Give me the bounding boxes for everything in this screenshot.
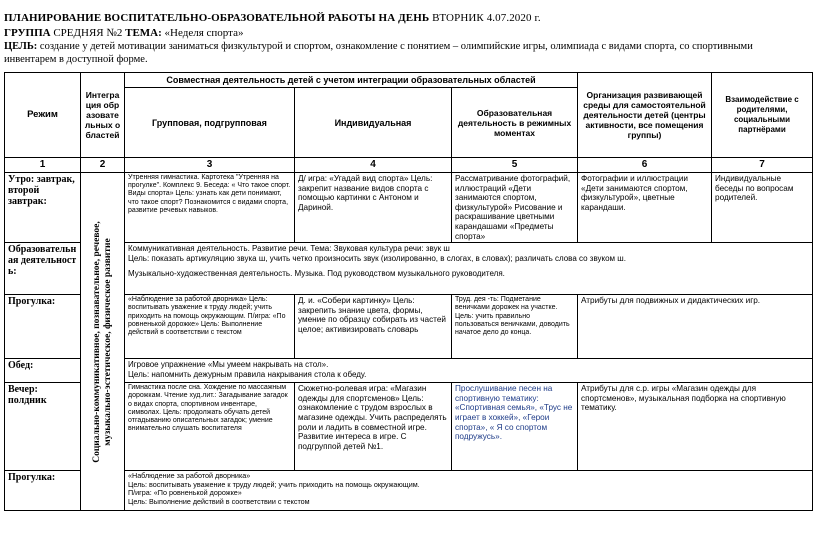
- topic-label: ТЕМА:: [125, 27, 162, 39]
- walk1-individual: Д. и. «Собери картинку» Цель: закрепить знание цвета, формы, умение по образцу собирать из частей целое; активизировать словарь: [295, 295, 452, 359]
- title-date: ВТОРНИК 4.07.2020 г.: [432, 12, 541, 24]
- column-number: 6: [578, 158, 712, 173]
- header-moments: Образовательная деятельность в режимных моментах: [452, 88, 578, 158]
- walk2-line-1: «Наблюдение за работой дворника»: [128, 471, 251, 481]
- regime-morning: Утро: завтрак, второй завтрак:: [5, 173, 81, 243]
- evening-individual: Сюжетно-ролевая игра: «Магазин одежды для спортсменов» Цель: ознакомление с трудом взрослых в магазине одежды. Учить распределять роли и ладить в совместной игре. Развитие интереса в игре. С подгруппой детей №1.: [295, 383, 452, 471]
- column-numbers-row: [5, 158, 813, 173]
- walk1-moments: Труд. дея -ть: Подметание веничками дорожек на участке. Цель: учить правильно пользоваться веничками, доводить начатое дело до конца.: [452, 295, 578, 359]
- lunch-line-2: Цель: напомнить дежурным правила накрывания стола к обеду.: [128, 369, 367, 379]
- goal-text: создание у детей мотивации заниматься физкультурой и спортом, ознакомление с понятием – олимпийские игры, олимпиада с видами спорта, со спортивными инвентарем в доступной форме.: [4, 41, 753, 65]
- walk1-group: «Наблюдение за работой дворника» Цель: воспитывать уважение к труду людей; учить приходить на помощь окружающим. П/игра: «По ровненькой дорожке» Цель: Выполнение действий в соответствии с текстом: [125, 295, 295, 359]
- morning-environment: Фотографии и иллюстрации «Дети занимаются спортом, физкультурой», цветные карандаши.: [578, 173, 712, 243]
- row-walk-1: [5, 295, 813, 359]
- header-parents: Взаимодействие с родителями, социальными партнёрами: [712, 73, 813, 158]
- regime-educational: Образовательная деятельность:: [5, 243, 81, 295]
- goal-line: [4, 41, 804, 66]
- group-value: СРЕДНЯЯ №2: [53, 27, 123, 39]
- morning-moments: Рассматривание фотографий, иллюстраций «Дети занимаются спортом, физкультурой» Рисование и раскрашивание цветными карандашами «Предметы спорта»: [452, 173, 578, 243]
- goal-label: ЦЕЛЬ:: [4, 41, 38, 52]
- evening-group: Гимнастика после сна. Хождение по массажным дорожкам. Чтение худ.лит.: Загадывание загадок о видах спорта, спортивном инвентаре, символах. Цель: продолжать обучать детей отгадыванию описательных загадок; умение внимательно слушать воспитателя: [125, 383, 295, 471]
- walk2-line-3: П/игра: «По ровненькой дорожке»: [128, 488, 242, 498]
- column-number: 3: [125, 158, 295, 173]
- morning-group: Утренняя гимнастика. Картотека "Утренняя на прогулке". Комплекс 9. Беседа: « Что такое спорт. Виды спорта» Цель: узнать как дети понимают, что такое спорт? Познакомится с видами спорта, развитие речевых навыков.: [125, 173, 295, 243]
- walk2-content: [125, 471, 813, 511]
- integration-cell: [81, 173, 125, 511]
- row-walk-2: [5, 471, 813, 511]
- header-regime: Режим: [5, 73, 81, 158]
- plan-table: [4, 72, 813, 511]
- regime-lunch: Обед:: [5, 359, 81, 383]
- header-individual: Индивидуальная: [295, 88, 452, 158]
- evening-environment: Атрибуты для с.р. игры «Магазин одежды для спортсменов», музыкальная подборка на спортивную тематику.: [578, 383, 813, 471]
- header-environment: Организация развивающей среды для самостоятельной деятельности детей (центры активности, все помещения группы): [578, 73, 712, 158]
- title-text: ПЛАНИРОВАНИЕ ВОСПИТАТЕЛЬНО-ОБРАЗОВАТЕЛЬНОЙ РАБОТЫ НА ДЕНЬ: [4, 12, 430, 24]
- column-number: 2: [81, 158, 125, 173]
- regime-evening: Вечер: полдник: [5, 383, 81, 471]
- group-topic-line: [4, 27, 243, 39]
- row-morning: [5, 173, 813, 243]
- walk2-line-4: Цель: Выполнение действий в соответствии с текстом: [128, 496, 310, 506]
- educational-line-2: Цель: показать артикуляцию звука ш, учить четко произносить звук (изолированно, в слогах, в словах); различать слова со звуком ш.: [128, 253, 626, 263]
- evening-moments: Прослушивание песен на спортивную тематику: «Спортивная семья», «Трус не играет в хоккей», «Герои спорта», « Я со спортом подружусь».: [452, 383, 578, 471]
- page-title: [4, 12, 541, 24]
- row-educational: [5, 243, 813, 295]
- column-number: 4: [295, 158, 452, 173]
- column-number: 5: [452, 158, 578, 173]
- regime-walk-2: Прогулка:: [5, 471, 81, 511]
- lunch-content: [125, 359, 813, 383]
- integration-vertical-text: Социально-коммуникативное, познавательное, речевое, музыкально-эстетическое, физическое развитие: [91, 220, 113, 463]
- educational-content: [125, 243, 813, 295]
- header-integration: Интеграция образовательных областей: [81, 73, 125, 158]
- column-number: 7: [712, 158, 813, 173]
- row-lunch: [5, 359, 813, 383]
- educational-line-3: Музыкально-художественная деятельность. Музыка. Под руководством музыкального руководителя.: [128, 269, 505, 279]
- regime-walk-1: Прогулка:: [5, 295, 81, 359]
- column-number: 1: [5, 158, 81, 173]
- lunch-line-1: Игровое упражнение «Мы умеем накрывать на стол».: [128, 360, 329, 370]
- walk1-environment: Атрибуты для подвижных и дидактических игр.: [578, 295, 813, 359]
- group-label: ГРУППА: [4, 27, 51, 39]
- morning-parents: Индивидуальные беседы по вопросам родителей.: [712, 173, 813, 243]
- header-joint: Совместная деятельность детей с учетом интеграции образовательных областей: [125, 73, 578, 88]
- header-group: Групповая, подгрупповая: [125, 88, 295, 158]
- row-evening: [5, 383, 813, 471]
- walk2-line-2: Цель: воспитывать уважение к труду людей; учить приходить на помощь окружающим.: [128, 479, 420, 489]
- topic-value: «Неделя спорта»: [164, 27, 244, 39]
- educational-line-1: Коммуникативная деятельность. Развитие речи. Тема: Звуковая культура речи: звук ш: [128, 244, 450, 254]
- morning-individual: Д/ игра: «Угадай вид спорта» Цель: закрепит название видов спорта с помощью картинки с Антоном и Дариной.: [295, 173, 452, 243]
